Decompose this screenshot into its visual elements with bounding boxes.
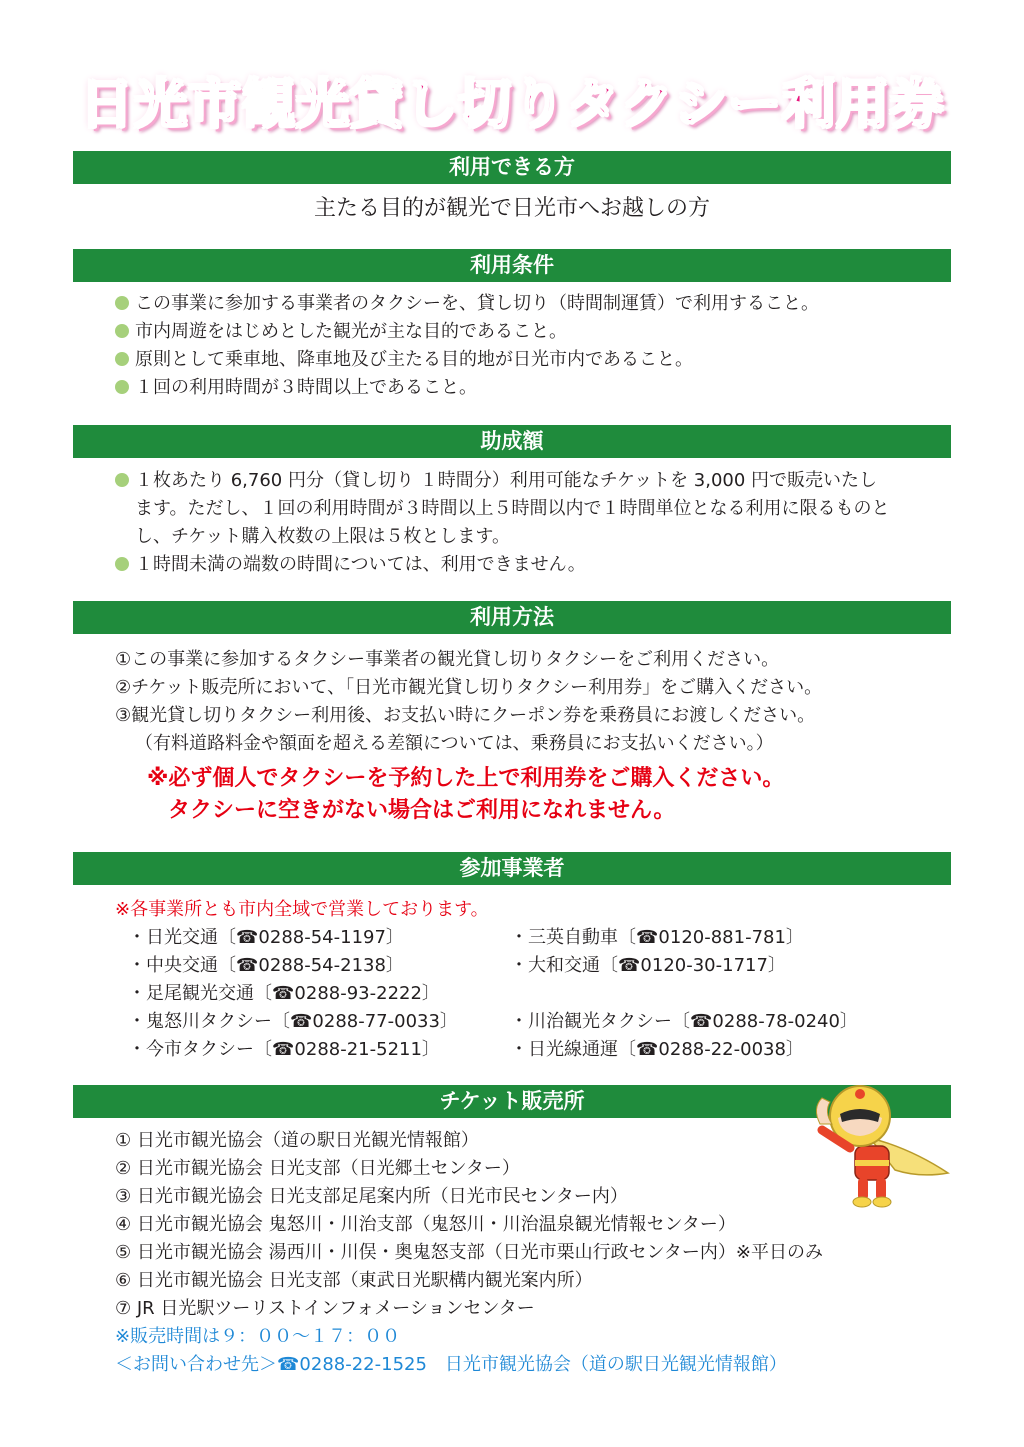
subsidy-item-line: し、チケット購入枚数の上限は５枚とします。 [135,526,510,547]
subsidy-item: １時間未満の端数の時間については、利用できません。 [115,553,586,577]
operator-entry: ・川治観光タクシー〔☎0288-78-0240〕 [510,1011,858,1032]
operator-entry: ・今市タクシー〔☎0288-21-5211〕 [128,1039,440,1060]
operators-note: ※各事業所とも市内全域で営業しております。 [115,899,489,920]
method-step: ①この事業に参加するタクシー事業者の観光貸し切りタクシーをご利用ください。 [115,649,780,670]
outlet-item: ③ 日光市観光協会 日光支部足尾案内所（日光市民センター内） [115,1186,628,1207]
section-heading-outlets: チケット販売所 [73,1085,951,1118]
outlet-item: ① 日光市観光協会（道の駅日光観光情報館） [115,1130,479,1151]
eligible-text: 主たる目的が観光で日光市へお越しの方 [313,196,710,221]
sales-hours: ※販売時間は９：００～１７：００ [115,1326,401,1347]
method-step: ②チケット販売所において、「日光市観光貸し切りタクシー利用券」をご購入ください。 [115,677,823,698]
outlet-item: ② 日光市観光協会 日光支部（日光郷土センター） [115,1158,520,1179]
condition-item: １回の利用時間が３時間以上であること。 [115,376,477,400]
operator-entry: ・日光交通〔☎0288-54-1197〕 [128,927,404,948]
condition-item: この事業に参加する事業者のタクシーを、貸し切り（時間制運賃）で利用すること。 [115,292,819,316]
method-step: ③観光貸し切りタクシー利用後、お支払い時にクーポン券を乗務員にお渡しください。 [115,705,816,726]
condition-item: 市内周遊をはじめとした観光が主な目的であること。 [115,320,567,344]
warning-line: ※必ず個人でタクシーを予約した上で利用券をご購入ください。 [147,766,785,791]
outlet-item: ⑥ 日光市観光協会 日光支部（東武日光駅構内観光案内所） [115,1270,593,1291]
subsidy-item-line: １枚あたり 6,760 円分（貸し切り １時間分）利用可能なチケットを 3,000 円で販売いたし [115,469,877,493]
page-title: 日光市観光貸し切りタクシー利用券 [80,74,944,135]
condition-item: 原則として乗車地、降車地及び主たる目的地が日光市内であること。 [115,348,693,372]
superhero-mascot-icon [800,1078,950,1208]
outlet-item: ④ 日光市観光協会 鬼怒川・川治支部（鬼怒川・川治温泉観光情報センター） [115,1214,736,1235]
outlet-item: ⑦ JR 日光駅ツーリストインフォメーションセンター [115,1298,535,1319]
method-note: （有料道路料金や額面を超える差額については、乗務員にお支払いください。） [135,733,774,754]
subsidy-item-line: ます。ただし、１回の利用時間が３時間以上５時間以内で１時間単位となる利用に限るものと [135,498,890,519]
section-heading-eligible: 利用できる方 [73,151,951,184]
section-heading-conditions: 利用条件 [73,249,951,282]
warning-line: タクシーに空きがない場合はご利用になれません。 [168,798,676,823]
operator-entry: ・三英自動車〔☎0120-881-781〕 [510,927,804,948]
section-heading-method: 利用方法 [73,601,951,634]
operator-entry: ・鬼怒川タクシー〔☎0288-77-0033〕 [128,1011,458,1032]
operator-entry: ・足尾観光交通〔☎0288-93-2222〕 [128,983,440,1004]
section-heading-operators: 参加事業者 [73,852,951,885]
section-heading-subsidy: 助成額 [73,425,951,458]
contact-info: ＜お問い合わせ先＞☎0288-22-1525 日光市観光協会（道の駅日光観光情報館） [115,1354,787,1375]
operator-entry: ・中央交通〔☎0288-54-2138〕 [128,955,404,976]
operator-entry: ・大和交通〔☎0120-30-1717〕 [510,955,786,976]
outlet-item: ⑤ 日光市観光協会 湯西川・川俣・奥鬼怒支部（日光市栗山行政センター内）※平日のみ [115,1242,823,1263]
operator-entry: ・日光線通運〔☎0288-22-0038〕 [510,1039,804,1060]
